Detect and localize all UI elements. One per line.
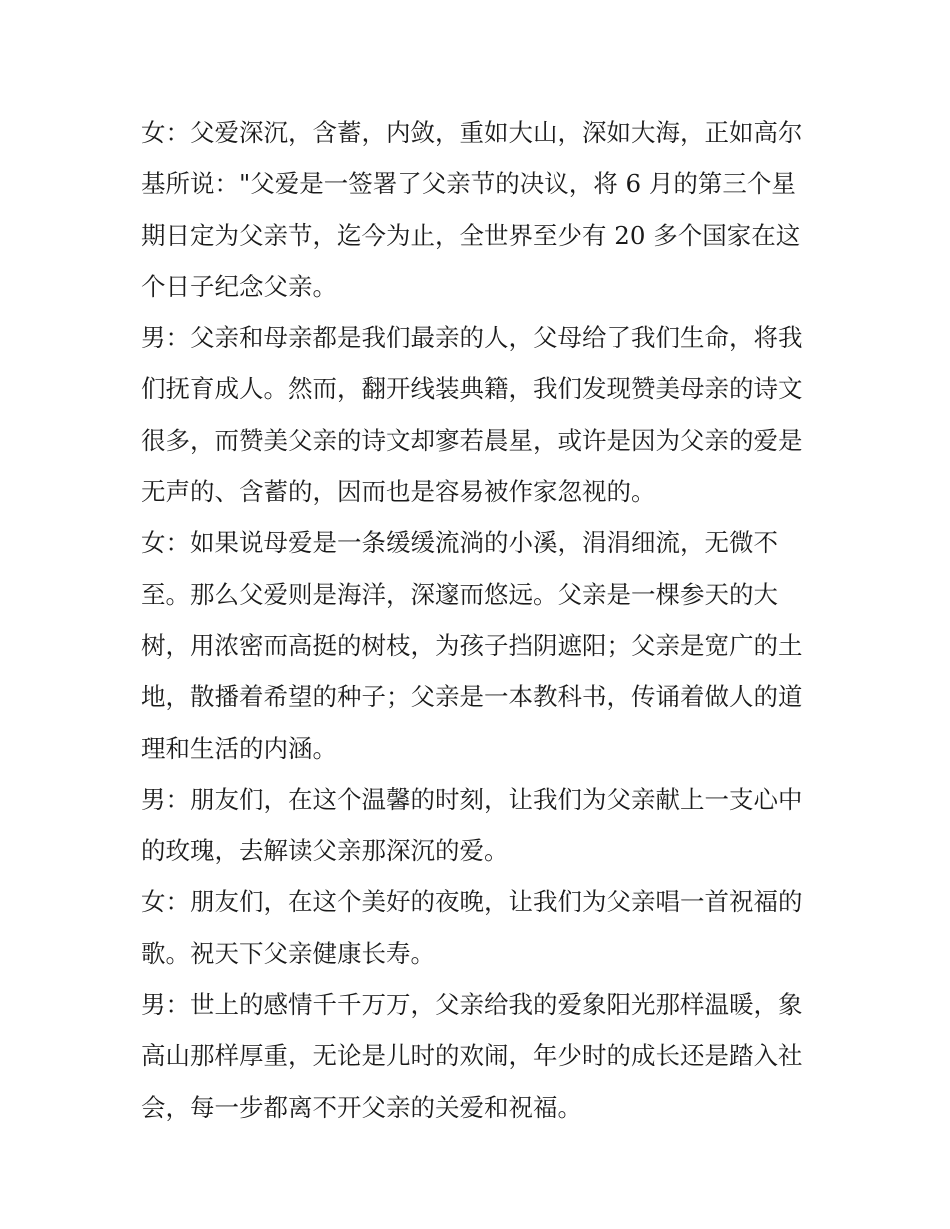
- text-line: 理和生活的内涵。: [141, 733, 337, 763]
- text-line: 无声的、含蓄的，因而也是容易被作家忽视的。: [141, 477, 656, 507]
- paragraph-male-2: [141, 774, 813, 877]
- text-line: 歌。祝天下父亲健康长寿。: [141, 938, 435, 968]
- text-line: 基所说："父爱是一签署了父亲节的决议，将 6 月的第三个星: [141, 169, 796, 199]
- text-line: 期日定为父亲节，迄今为止，全世界至少有 20 多个国家在这: [141, 220, 801, 250]
- text-line: 男：世上的感情千千万万，父亲给我的爱象阳光那样温暖，象: [141, 990, 803, 1020]
- text-line: 女：朋友们，在这个美好的夜晚，让我们为父亲唱一首祝福的: [141, 887, 803, 917]
- text-line: 地，散播着希望的种子；父亲是一本教科书，传诵着做人的道: [141, 682, 803, 712]
- paragraph-female-3: [141, 876, 813, 979]
- text-line: 高山那样厚重，无论是儿时的欢闹，年少时的成长还是踏入社: [141, 1041, 803, 1071]
- document-body: [141, 107, 813, 1133]
- text-line: 个日子纪念父亲。: [141, 271, 337, 301]
- text-line: 很多，而赞美父亲的诗文却寥若晨星，或许是因为父亲的爱是: [141, 425, 803, 455]
- text-line: 男：朋友们，在这个温馨的时刻，让我们为父亲献上一支心中: [141, 784, 803, 814]
- text-line: 至。那么父爱则是海洋，深邃而悠远。父亲是一棵参天的大: [141, 579, 778, 609]
- text-line: 女：如果说母爱是一条缓缓流淌的小溪，涓涓细流，无微不: [141, 528, 778, 558]
- text-line: 会，每一步都离不开父亲的关爱和祝福。: [141, 1092, 582, 1122]
- paragraph-female-1: [141, 107, 813, 312]
- text-line: 树，用浓密而高挺的树枝，为孩子挡阴遮阳；父亲是宽广的土: [141, 630, 803, 660]
- paragraph-female-2: [141, 517, 813, 773]
- text-line: 的玫瑰，去解读父亲那深沉的爱。: [141, 836, 509, 866]
- text-line: 男：父亲和母亲都是我们最亲的人，父母给了我们生命，将我: [141, 323, 803, 353]
- paragraph-male-1: [141, 312, 813, 517]
- text-line: 女：父爱深沉，含蓄，内敛，重如大山，深如大海，正如高尔: [141, 118, 803, 147]
- text-line: 们抚育成人。然而，翻开线装典籍，我们发现赞美母亲的诗文: [141, 374, 803, 404]
- paragraph-male-3: [141, 979, 813, 1133]
